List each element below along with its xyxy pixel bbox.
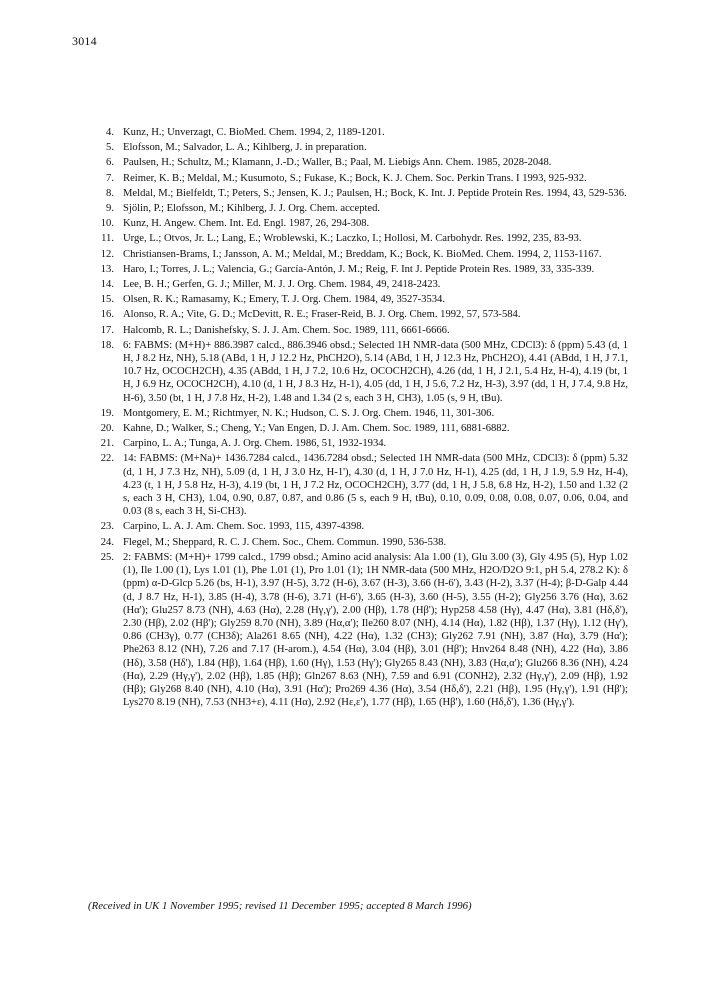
reference-text: Haro, I.; Torres, J. L.; Valencia, G.; García-Antón, J. M.; Reig, F. Int J. Peptide Protein Res. 1989, 33, 335-339.: [123, 263, 595, 275]
reference-text: Sjölin, P.; Elofsson, M.; Kihlberg, J. J. Org. Chem. accepted.: [123, 203, 381, 215]
reference-text: Kunz, H.; Unverzagt, C. BioMed. Chem. 1994, 2, 1189-1201.: [123, 127, 385, 138]
reference-text: 14: FABMS: (M+Na)+ 1436.7284 calcd., 1436.7284 obsd.; Selected 1H NMR-data (500 MHz, CDCl3): δ (ppm) 5.32 (d, 1 H, J 7.3 Hz, NH), 5.09 (d, 1 H, J 3.0 Hz, H-1'), 4.30 (d, 1 H, J 7.0 Hz, H-1), 4.25 (dd, 1 H, J 1.9, 5.9 Hz, H-4), 4.23 (t, 1 H, J 5.8 Hz, H-3), 4.19 (bt, 1 H, J 7.2 Hz, OCOCH2CH), 3.77 (dd, 1 H, J 5.8, 6.8 Hz, H-2), 1.50 and 1.32 (2 s, each 3 H, CH3), 1.04, 0.90, 0.87, 0.87, and 0.86 (5 s, each 9 H, tBu), 0.10, 0.09, 0.08, 0.08, 0.07, 0.06, 0.04, and 0.03 (8 s, each 3 H, Si-CH3).: [123, 453, 628, 518]
reference-text: Flegel, M.; Sheppard, R. C. J. Chem. Soc., Chem. Commun. 1990, 536-538.: [123, 536, 447, 548]
reference-item: [88, 263, 628, 276]
reference-item: [88, 339, 628, 405]
reference-text: Urge, L.; Otvos, Jr. L.; Lang, E.; Wroblewski, K.; Laczko, I.; Hollosi, M. Carbohydr. Res. 1992, 235, 83-93.: [123, 233, 582, 245]
reference-item: [88, 324, 628, 337]
reference-item: [88, 536, 628, 549]
reference-item: [88, 248, 628, 261]
reference-item: [88, 293, 628, 306]
page-number: 3014: [72, 34, 97, 48]
reference-text: Olsen, R. K.; Ramasamy, K.; Emery, T. J. Org. Chem. 1984, 49, 3527-3534.: [123, 294, 446, 306]
reference-number: 9.: [106, 203, 114, 215]
reference-number: 5.: [106, 142, 114, 154]
reference-item: [88, 156, 628, 169]
reference-text: Halcomb, R. L.; Danishefsky, S. J. J. Am. Chem. Soc. 1989, 111, 6661-6666.: [123, 324, 450, 336]
reference-number: 10.: [100, 218, 114, 230]
reference-item: [88, 520, 628, 533]
reference-item: [88, 141, 628, 154]
reference-number: 6.: [106, 157, 114, 169]
reference-item: [88, 187, 628, 200]
reference-item: [88, 437, 628, 450]
reference-number: 25.: [100, 551, 114, 563]
reference-number: 21.: [100, 438, 114, 450]
reference-item: [88, 278, 628, 291]
reference-item: [88, 308, 628, 321]
reference-text: 6: FABMS: (M+H)+ 886.3987 calcd., 886.3946 obsd.; Selected 1H NMR-data (500 MHz, CDCl3): δ (ppm) 5.43 (d, 1 H, J 8.2 Hz, NH), 5.18 (ABd, 1 H, J 12.2 Hz, PhCH2O), 5.14 (ABd, 1 H, J 12.3 Hz, PhCH2O), 4.41 (ABdd, 1 H, J 7.1, 10.7 Hz, OCOCH2CH), 4.35 (ABdd, 1 H, J 7.2, 10.6 Hz, OCOCH2CH), 4.26 (dd, 1 H, J 2.1, 5.4 Hz, H-4), 4.19 (bt, 1 H, J 6.9 Hz, OCOCH2CH), 4.10 (d, 1 H, J 8.3 Hz, H-1), 4.05 (dd, 1 H, J 5.6, 7.2 Hz, H-3), 3.97 (dd, 1 H, J 7.4, 9.8 Hz, H-6), 3.50 (bt, 1 H, J 7.8 Hz, H-2), 1.48 and 1.34 (2 s, each 3 H, CH3), 1.05 (s, 9 H, tBu).: [123, 339, 628, 404]
reference-number: 17.: [100, 324, 114, 336]
reference-text: Paulsen, H.; Schultz, M.; Klamann, J.-D.; Waller, B.; Paal, M. Liebigs Ann. Chem. 1985, 2028-2048.: [123, 157, 552, 169]
reference-item: [88, 452, 628, 518]
reference-item: [88, 551, 628, 709]
reference-number: 24.: [100, 536, 114, 548]
reference-text: Montgomery, E. M.; Richtmyer, N. K.; Hudson, C. S. J. Org. Chem. 1946, 11, 301-306.: [123, 407, 495, 419]
reference-number: 13.: [100, 263, 114, 275]
reference-item: [88, 202, 628, 215]
reference-number: 7.: [106, 172, 114, 184]
reference-item: [88, 232, 628, 245]
reference-text: Meldal, M.; Bielfeldt, T.; Peters, S.; Jensen, K. J.; Paulsen, H.; Bock, K. Int. J. Peptide Protein Res. 1994, 43, 529-536.: [123, 187, 627, 199]
reference-list: [88, 126, 628, 711]
reference-number: 18.: [100, 339, 114, 351]
reference-number: 8.: [106, 187, 114, 199]
reference-text: Carpino, L. A.; Tunga, A. J. Org. Chem. 1986, 51, 1932-1934.: [123, 438, 387, 450]
reference-text: Kahne, D.; Walker, S.; Cheng, Y.; Van Engen, D. J. Am. Chem. Soc. 1989, 111, 6881-6882.: [123, 423, 510, 435]
reference-number: 11.: [101, 233, 114, 245]
reference-text: Lee, B. H.; Gerfen, G. J.; Miller, M. J. J. Org. Chem. 1984, 49, 2418-2423.: [123, 279, 441, 291]
received-note: (Received in UK 1 November 1995; revised 11 December 1995; accepted 8 March 1996): [88, 900, 472, 912]
reference-text: Alonso, R. A.; Vite, G. D.; McDevitt, R. E.; Fraser-Reid, B. J. Org. Chem. 1992, 57, 573-584.: [123, 309, 521, 321]
reference-item: [88, 126, 628, 139]
reference-item: [88, 422, 628, 435]
reference-text: Carpino, L. A. J. Am. Chem. Soc. 1993, 115, 4397-4398.: [123, 521, 365, 533]
reference-item: [88, 217, 628, 230]
reference-text: Christiansen-Brams, I.; Jansson, A. M.; Meldal, M.; Breddam, K.; Bock, K. BioMed. Chem. 1994, 2, 1153-1167.: [123, 248, 602, 260]
reference-text: 2: FABMS: (M+H)+ 1799 calcd., 1799 obsd.; Amino acid analysis: Ala 1.00 (1), Glu 3.00 (3), Gly 4.95 (5), Hyp 1.02 (1), Ile 1.00 (1), Lys 1.01 (1), Phe 1.01 (1), Pro 1.01 (1); 1H NMR-data (500 MHz, H2O/D2O 9:1, pH 5.4, 278.2 K): δ (ppm) α-D-Glcp 5.26 (bs, H-1), 3.97 (H-5), 3.72 (H-6), 3.67 (H-3), 3.66 (H-6'), 3.43 (H-2), 3.37 (H-4); β-D-Galp 4.44 (d, J 8.7 Hz, H-1), 3.85 (H-4), 3.78 (H-6), 3.71 (H-6'), 3.65 (H-3), 3.60 (H-5), 3.55 (H-2); Gly256 3.76 (Hα), 3.62 (Hα'); Glu257 8.73 (NH), 4.63 (Hα), 2.28 (Hγ,γ'), 2.00 (Hβ), 1.78 (Hβ'); Hyp258 4.58 (Hγ), 4.47 (Hα), 3.81 (Hδ,δ'), 2.30 (Hβ), 2.02 (Hβ'); Gly259 8.70 (NH), 3.89 (Hα,α'); Ile260 8.07 (NH), 4.14 (Hα), 1.82 (Hβ), 1.37 (Hγ), 1.12 (Hγ'), 0.86 (CH3γ), 0.77 (CH3δ); Ala261 8.65 (NH), 4.22 (Hα), 1.32 (CH3); Gly262 7.91 (NH), 3.87 (Hα), 3.79 (Hα'); Phe263 8.12 (NH), 7.26 and 7.17 (H-arom.), 4.54 (Hα), 3.04 (Hβ), 3.01 (Hβ'); Hnv264 8.48 (NH), 4.22 (Hα), 3.86 (Hδ), 3.58 (Hδ'), 1.84 (Hβ), 1.64 (Hβ), 1.60 (Hγ), 1.53 (Hγ'); Gly265 8.43 (NH), 3.83 (Hα,α'); Glu266 8.36 (NH), 4.24 (Hα), 2.29 (Hγ,γ'), 2.02 (Hβ), 1.85 (Hβ); Gln267 8.63 (NH), 7.59 and 6.91 (CONH2), 2.32 (Hγ,γ'), 2.09 (Hβ), 1.92 (Hβ); Gly268 8.40 (NH), 4.10 (Hα), 3.91 (Hα'); Pro269 4.36 (Hα), 3.54 (Hδ,δ'), 2.21 (Hβ), 1.95 (Hγ,γ'), 1.91 (Hβ'); Lys270 8.19 (NH), 7.53 (NH3+ε), 4.11 (Hα), 2.92 (Hε,ε'), 1.77 (Hβ), 1.65 (Hβ'), 1.60 (Hδ,δ'), 1.36 (Hγ,γ').: [123, 551, 628, 709]
reference-number: 15.: [100, 294, 114, 306]
reference-number: 4.: [106, 127, 114, 138]
reference-number: 12.: [100, 248, 114, 260]
reference-text: Elofsson, M.; Salvador, L. A.; Kihlberg, J. in preparation.: [123, 142, 367, 154]
reference-text: Reimer, K. B.; Meldal, M.; Kusumoto, S.; Fukase, K.; Bock, K. J. Chem. Soc. Perkin Trans. I 1993, 925-932.: [123, 172, 587, 184]
reference-number: 14.: [100, 279, 114, 291]
reference-number: 20.: [100, 423, 114, 435]
reference-number: 16.: [100, 309, 114, 321]
reference-number: 23.: [100, 521, 114, 533]
reference-item: [88, 407, 628, 420]
reference-number: 19.: [100, 407, 114, 419]
reference-text: Kunz, H. Angew. Chem. Int. Ed. Engl. 1987, 26, 294-308.: [123, 218, 370, 230]
reference-number: 22.: [100, 453, 114, 465]
reference-item: [88, 172, 628, 185]
